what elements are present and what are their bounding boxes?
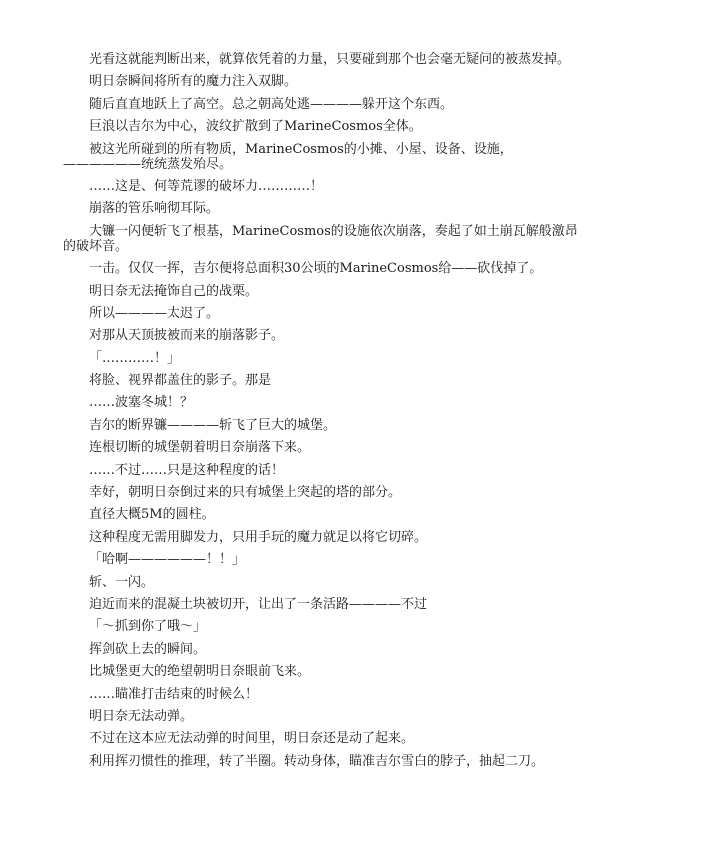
paragraph: 幸好，朝明日奈倒过来的只有城堡上突起的塔的部分。 bbox=[89, 485, 402, 501]
paragraph: 将脸、视界都盖住的影子。那是 bbox=[89, 373, 272, 389]
paragraph: 随后直直地跃上了高空。总之朝高处逃————躲开这个东西。 bbox=[89, 96, 454, 112]
paragraph: 吉尔的断界镰————斩飞了巨大的城堡。 bbox=[89, 417, 337, 433]
paragraph: 被这光所碰到的所有物质，MarineCosmos的小摊、小屋、设备、设施，——————统统蒸发殆尽。 bbox=[63, 141, 513, 172]
paragraph: 「…………！」 bbox=[89, 350, 181, 366]
paragraph: 这种程度无需用脚发力，只用手玩的魔力就足以将它切碎。 bbox=[89, 529, 428, 545]
paragraph: 「～抓到你了哦～」 bbox=[89, 619, 207, 635]
document-body bbox=[63, 52, 583, 776]
paragraph: 迫近而来的混凝土块被切开，让出了一条活路————不过 bbox=[89, 596, 428, 612]
paragraph: 大镰一闪便斩飞了根基，MarineCosmos的设施依次崩落，奏起了如土崩瓦解般激昂的破坏音。 bbox=[63, 223, 578, 254]
paragraph: 明日奈无法掩饰自己的战栗。 bbox=[89, 283, 259, 299]
paragraph: 不过在这本应无法动弹的时间里，明日奈还是动了起来。 bbox=[89, 731, 415, 747]
paragraph: 连根切断的城堡朝着明日奈崩落下来。 bbox=[89, 440, 311, 456]
paragraph: ……瞄准打击结束的时候么！ bbox=[89, 686, 259, 702]
paragraph: 所以————太迟了。 bbox=[89, 305, 220, 321]
paragraph: 比城堡更大的绝望朝明日奈眼前飞来。 bbox=[89, 664, 311, 680]
paragraph: ……这是、何等荒谬的破坏力…………！ bbox=[89, 178, 324, 194]
paragraph: 明日奈瞬间将所有的魔力注入双脚。 bbox=[89, 74, 298, 90]
paragraph: 利用挥刃惯性的推理，转了半圈。转动身体，瞄准吉尔雪白的脖子，抽起二刀。 bbox=[89, 753, 545, 769]
paragraph: 明日奈无法动弹。 bbox=[89, 708, 194, 724]
paragraph: 崩落的管乐响彻耳际。 bbox=[89, 201, 220, 217]
paragraph: 「哈啊——————！！」 bbox=[89, 552, 246, 568]
paragraph: 挥剑砍上去的瞬间。 bbox=[89, 641, 207, 657]
paragraph: 直径大概5M的圆柱。 bbox=[89, 507, 215, 523]
paragraph: 巨浪以吉尔为中心，波纹扩散到了MarineCosmos全体。 bbox=[89, 119, 422, 135]
paragraph: ……不过……只是这种程度的话！ bbox=[89, 462, 285, 478]
paragraph: 一击。仅仅一挥，吉尔便将总面积30公顷的MarineCosmos给——砍伐掉了。 bbox=[89, 261, 543, 277]
paragraph: ……波塞冬城！？ bbox=[89, 395, 194, 411]
paragraph: 对那从天顶披被而来的崩落影子。 bbox=[89, 328, 285, 344]
paragraph: 光看这就能判断出来，就算依凭着的力量，只要碰到那个也会毫无疑问的被蒸发掉。 bbox=[89, 52, 571, 67]
paragraph: 斩、一闪。 bbox=[89, 574, 155, 590]
